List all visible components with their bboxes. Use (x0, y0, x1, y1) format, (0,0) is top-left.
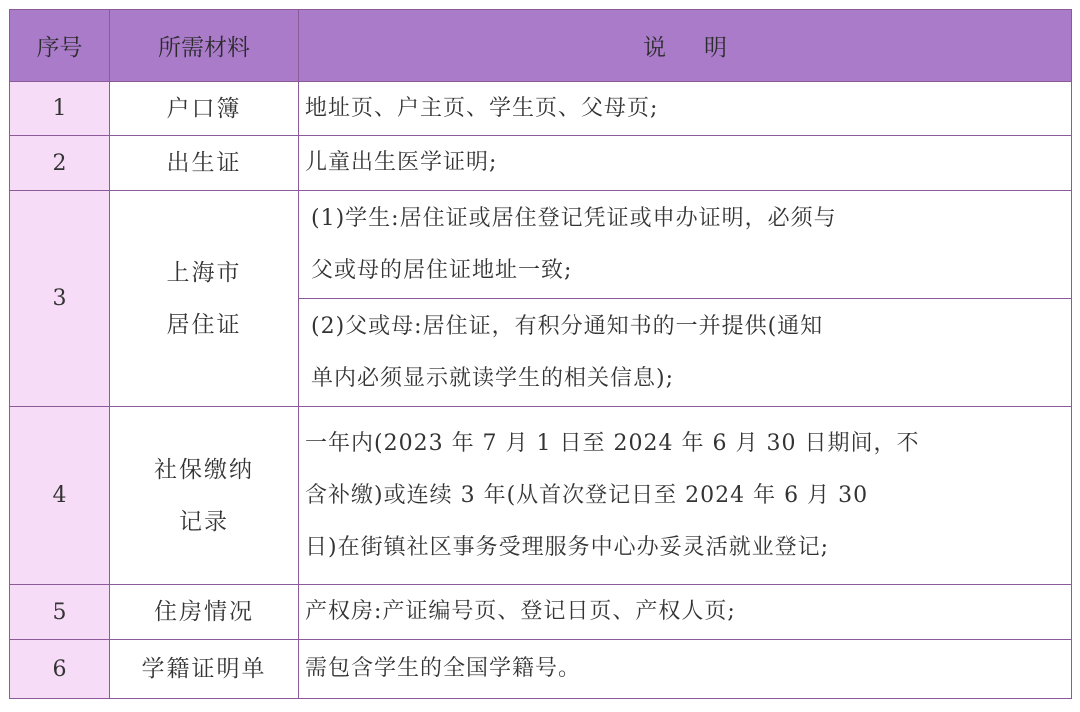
description-line: 地址页、户主页、学生页、父母页; (305, 95, 659, 121)
table-row (10, 136, 1072, 191)
header-row (10, 10, 1072, 82)
row-material (110, 191, 299, 407)
description-line: 儿童出生医学证明; (305, 150, 498, 175)
row-description-student (299, 191, 1072, 299)
row-description (299, 82, 1072, 136)
row-material (110, 640, 299, 699)
row-index: 5 (10, 585, 110, 640)
row-material (110, 585, 299, 640)
material-line: 学籍证明单 (141, 656, 267, 682)
description-line: (2)父或母:居住证，有积分通知书的一并提供(通知 (311, 313, 824, 339)
material-line: 记录 (179, 508, 229, 535)
description-line: 需包含学生的全国学籍号。 (305, 656, 582, 681)
row-material (110, 136, 299, 191)
row-index: 6 (10, 640, 110, 699)
row-index: 3 (10, 191, 110, 407)
description-line: 日)在街镇社区事务受理服务中心办妥灵活就业登记; (305, 534, 829, 560)
header-description: 说明 (299, 10, 1072, 82)
description-line: 单内必须显示就读学生的相关信息); (311, 365, 674, 391)
row-description-parent (299, 299, 1072, 407)
table-row (10, 82, 1072, 136)
row-description (299, 407, 1072, 585)
row-material (110, 407, 299, 585)
description-line: 产权房:产证编号页、登记日页、产权人页; (305, 599, 736, 624)
row-index: 1 (10, 82, 110, 136)
material-line: 上海市 (166, 259, 242, 286)
material-line: 户口簿 (166, 95, 242, 122)
description-line: (1)学生:居住证或居住登记凭证或申办证明，必须与 (311, 205, 837, 231)
material-line: 出生证 (166, 150, 242, 176)
row-index: 2 (10, 136, 110, 191)
row-description (299, 640, 1072, 699)
material-line: 社保缴纳 (154, 456, 254, 483)
row-description (299, 136, 1072, 191)
header-index: 序号 (10, 10, 110, 82)
materials-table-wrapper (9, 9, 1072, 699)
material-line: 居住证 (166, 311, 242, 338)
description-line: 一年内(2023 年 7 月 1 日至 2024 年 6 月 30 日期间，不 (305, 430, 920, 456)
table-row (10, 407, 1072, 585)
materials-table (9, 9, 1072, 699)
material-line: 住房情况 (154, 599, 254, 625)
row-description (299, 585, 1072, 640)
header-material: 所需材料 (110, 10, 299, 82)
table-row (10, 585, 1072, 640)
table-row (10, 191, 1072, 299)
row-index: 4 (10, 407, 110, 585)
row-material (110, 82, 299, 136)
description-line: 含补缴)或连续 3 年(从首次登记日至 2024 年 6 月 30 (305, 482, 869, 508)
table-row (10, 640, 1072, 699)
description-line: 父或母的居住证地址一致; (311, 257, 573, 283)
